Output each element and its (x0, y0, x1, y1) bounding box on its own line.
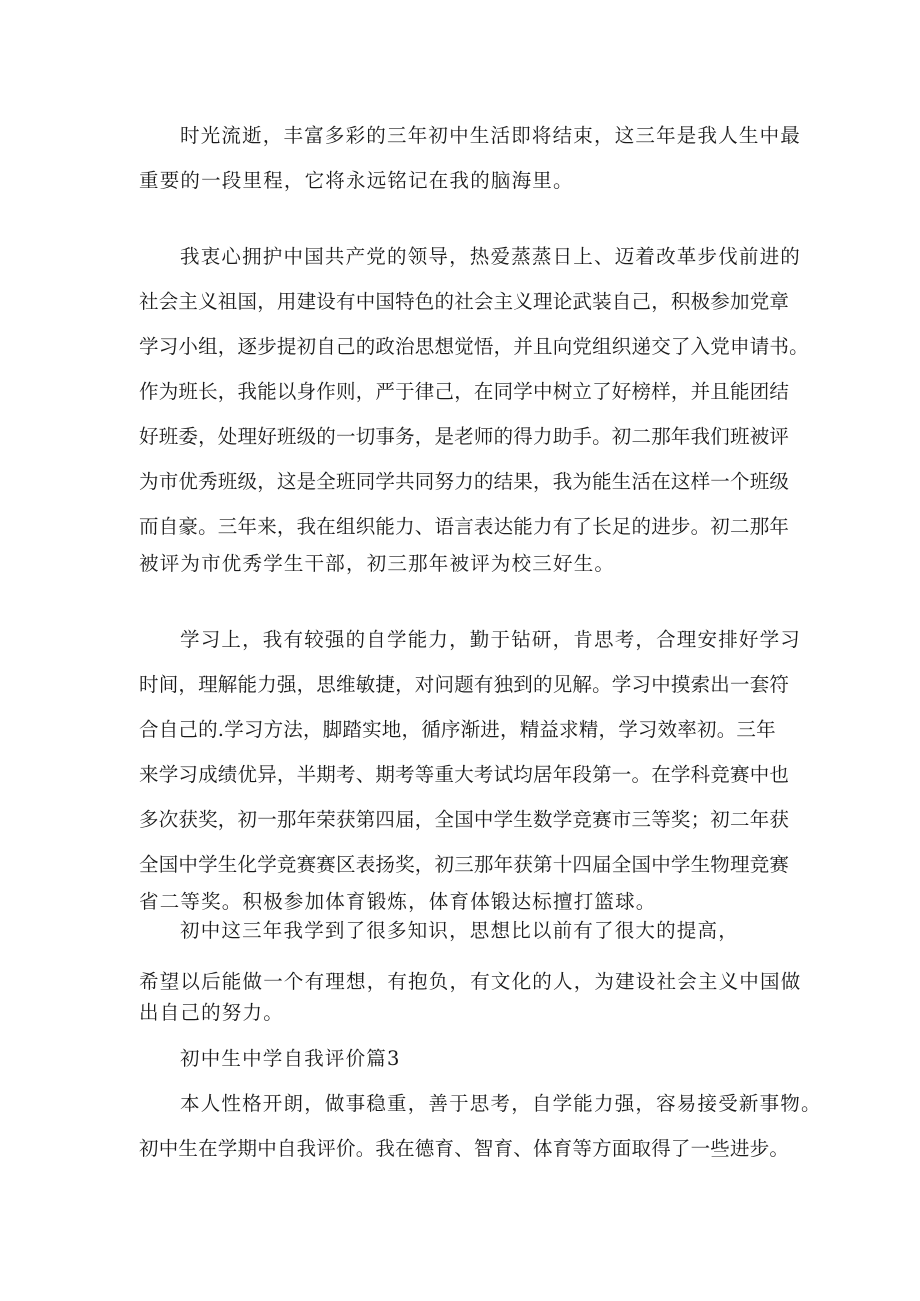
text-line: 时间，理解能力强，思维敏捷，对问题有独到的见解。学习中摸索出一套符 (139, 673, 790, 696)
text-line: 出自己的努力。 (139, 1001, 284, 1024)
text-line: 多次获奖，初一那年荣获第四届，全国中学生数学竞赛市三等奖；初二年获 (139, 808, 790, 831)
text-line: 省二等奖。积极参加体育锻炼，体育体锻达标擅打篮球。 (139, 890, 657, 913)
text-line: 来学习成绩优异，半期考、期考等重大考试均居年段第一。在学科竞赛中也 (139, 763, 790, 786)
text-line: 时光流逝，丰富多彩的三年初中生活即将结束，这三年是我人生中最 (180, 124, 802, 147)
section-heading: 初中生中学自我评价篇3 (180, 1047, 401, 1070)
text-line: 重要的一段里程，它将永远铭记在我的脑海里。 (139, 169, 574, 192)
text-line: 全国中学生化学竞赛赛区表扬奖，初三那年获第十四届全国中学生物理竞赛 (139, 853, 790, 876)
text-line: 本人性格开朗，做事稳重，善于思考，自学能力强，容易接受新事物。 (180, 1092, 822, 1115)
text-line: 为市优秀班级，这是全班同学共同努力的结果，我为能生活在这样一个班级 (139, 470, 790, 493)
text-line: 好班委，处理好班级的一切事务，是老师的得力助手。初二那年我们班被评 (139, 425, 790, 448)
text-line: 希望以后能做一个有理想，有抱负，有文化的人，为建设社会主义中国做 (139, 970, 802, 993)
text-line: 作为班长，我能以身作则，严于律己，在同学中树立了好榜样，并且能团结 (139, 380, 790, 403)
text-line: 社会主义祖国，用建设有中国特色的社会主义理论武装自己，积极参加党章 (139, 290, 790, 313)
text-line: 学习上，我有较强的自学能力，勤于钻研，肯思考，合理安排好学习 (180, 628, 802, 651)
text-line: 我衷心拥护中国共产党的领导，热爱蒸蒸日上、迈着改革步伐前进的 (180, 245, 802, 268)
text-line: 学习小组，逐步提初自己的政治思想觉悟，并且向党组织递交了入党申请书。 (139, 335, 809, 358)
text-line: 而自豪。三年来，我在组织能力、语言表达能力有了长足的进步。初二那年 (139, 515, 790, 538)
text-line: 被评为市优秀学生干部，初三那年被评为校三好生。 (139, 552, 616, 575)
text-line: 初中这三年我学到了很多知识，思想比以前有了很大的提高， (180, 919, 739, 942)
text-line: 合自己的.学习方法，脚踏实地，循序渐进，精益求精，学习效率初。三年 (139, 718, 776, 741)
text-line: 初中生在学期中自我评价。我在德育、智育、体育等方面取得了一些进步。 (139, 1137, 790, 1160)
